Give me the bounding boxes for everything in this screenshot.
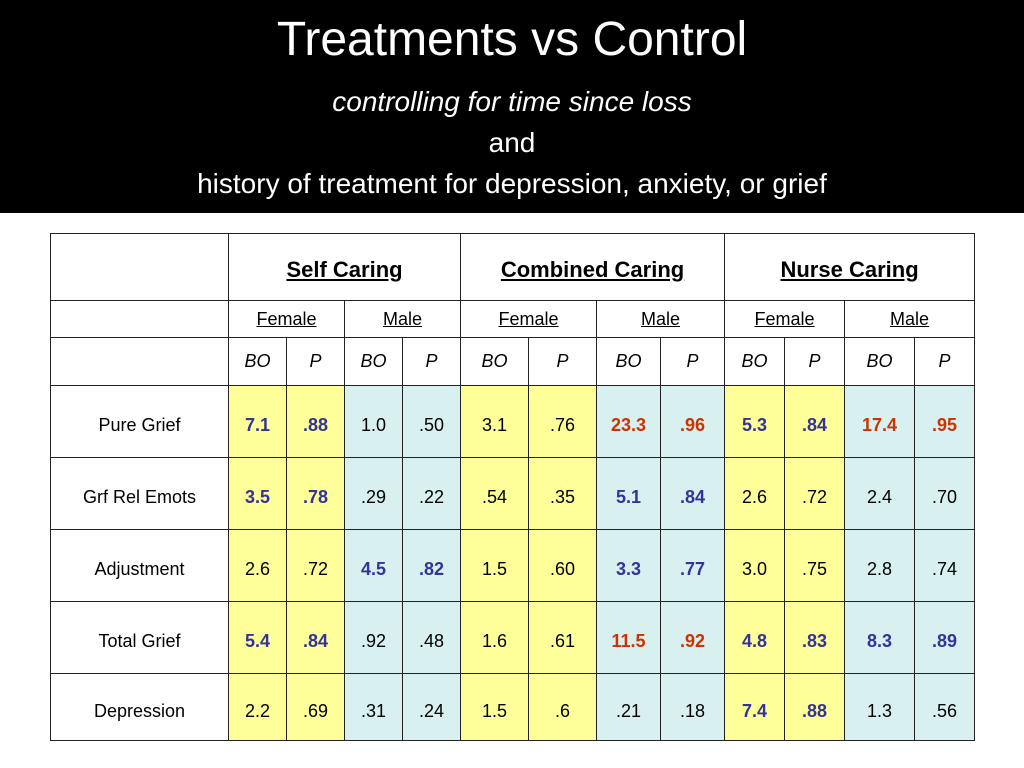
- slide-title: Treatments vs Control: [276, 13, 748, 66]
- row-label: Total Grief: [51, 602, 229, 674]
- table-cell: .31: [345, 674, 403, 741]
- table-cell: .92: [661, 602, 725, 674]
- table-cell: .70: [915, 458, 975, 530]
- table-cell: .92: [345, 602, 403, 674]
- table-cell: 17.4: [845, 386, 915, 458]
- table-cell: .60: [529, 530, 597, 602]
- group-header: Nurse Caring: [725, 234, 975, 301]
- stat-header: BO: [229, 338, 287, 386]
- table-cell: .74: [915, 530, 975, 602]
- sex-header: Female: [461, 301, 597, 338]
- table-cell: 3.5: [229, 458, 287, 530]
- table-cell: .75: [785, 530, 845, 602]
- table-row: [51, 674, 975, 741]
- stat-header: P: [661, 338, 725, 386]
- table-cell: .21: [597, 674, 661, 741]
- table-cell: .69: [287, 674, 345, 741]
- group-header: Self Caring: [229, 234, 461, 301]
- group-header-row: [51, 234, 975, 301]
- table-row: [51, 602, 975, 674]
- stat-header: BO: [345, 338, 403, 386]
- table-cell: 7.1: [229, 386, 287, 458]
- table-row: [51, 530, 975, 602]
- table-cell: 2.8: [845, 530, 915, 602]
- table-cell: .95: [915, 386, 975, 458]
- results-table: [50, 233, 975, 741]
- table-cell: 1.5: [461, 530, 529, 602]
- sex-header: Female: [229, 301, 345, 338]
- table-cell: 2.6: [725, 458, 785, 530]
- group-header: Combined Caring: [461, 234, 725, 301]
- table-cell: .29: [345, 458, 403, 530]
- sex-header: Male: [345, 301, 461, 338]
- table-cell: .72: [287, 530, 345, 602]
- row-label: Pure Grief: [51, 386, 229, 458]
- table-cell: .22: [403, 458, 461, 530]
- table-cell: .35: [529, 458, 597, 530]
- table-cell: 8.3: [845, 602, 915, 674]
- table-cell: .84: [785, 386, 845, 458]
- table-cell: 2.2: [229, 674, 287, 741]
- corner-cell: [51, 234, 229, 301]
- row-label: Grf Rel Emots: [51, 458, 229, 530]
- table-cell: 5.4: [229, 602, 287, 674]
- sex-header: Male: [597, 301, 725, 338]
- stat-header: P: [403, 338, 461, 386]
- table-cell: 7.4: [725, 674, 785, 741]
- stat-header-row: [51, 338, 975, 386]
- stat-header: BO: [725, 338, 785, 386]
- slide-body: [0, 213, 1024, 768]
- table-cell: .77: [661, 530, 725, 602]
- table-cell: .84: [661, 458, 725, 530]
- sex-header: Male: [845, 301, 975, 338]
- row-label: Adjustment: [51, 530, 229, 602]
- table-cell: .78: [287, 458, 345, 530]
- table-cell: .56: [915, 674, 975, 741]
- table-cell: 1.0: [345, 386, 403, 458]
- table-cell: .83: [785, 602, 845, 674]
- stat-header: P: [287, 338, 345, 386]
- table-cell: .82: [403, 530, 461, 602]
- table-cell: .76: [529, 386, 597, 458]
- table-cell: .72: [785, 458, 845, 530]
- row-label: Depression: [51, 674, 229, 741]
- stat-header: P: [529, 338, 597, 386]
- table-cell: .6: [529, 674, 597, 741]
- table-cell: 5.3: [725, 386, 785, 458]
- table-cell: .89: [915, 602, 975, 674]
- table-cell: 23.3: [597, 386, 661, 458]
- corner-cell: [51, 301, 229, 338]
- table-cell: .96: [661, 386, 725, 458]
- table-cell: 4.8: [725, 602, 785, 674]
- table-cell: .61: [529, 602, 597, 674]
- table-cell: 2.4: [845, 458, 915, 530]
- table-cell: 3.0: [725, 530, 785, 602]
- corner-cell: [51, 338, 229, 386]
- table-cell: .84: [287, 602, 345, 674]
- slide-subtitle-line2: and: [488, 127, 536, 158]
- stat-header: BO: [597, 338, 661, 386]
- table-cell: 3.3: [597, 530, 661, 602]
- table-cell: .54: [461, 458, 529, 530]
- stat-header: BO: [845, 338, 915, 386]
- slide-subtitle-line3: history of treatment for depression, anxiety, or grief: [197, 168, 827, 199]
- table-cell: 1.3: [845, 674, 915, 741]
- slide-header: [0, 0, 1024, 213]
- table-cell: 4.5: [345, 530, 403, 602]
- table-cell: 1.5: [461, 674, 529, 741]
- stat-header: BO: [461, 338, 529, 386]
- sex-header: Female: [725, 301, 845, 338]
- table-cell: 5.1: [597, 458, 661, 530]
- table-row: [51, 386, 975, 458]
- slide-subtitle-line1: controlling for time since loss: [332, 86, 692, 117]
- table-cell: .88: [785, 674, 845, 741]
- table-cell: .24: [403, 674, 461, 741]
- table-cell: .50: [403, 386, 461, 458]
- table-cell: .48: [403, 602, 461, 674]
- table-row: [51, 458, 975, 530]
- table-cell: .18: [661, 674, 725, 741]
- table-cell: 2.6: [229, 530, 287, 602]
- table-cell: 3.1: [461, 386, 529, 458]
- stat-header: P: [915, 338, 975, 386]
- table-cell: .88: [287, 386, 345, 458]
- table-cell: 11.5: [597, 602, 661, 674]
- table-cell: 1.6: [461, 602, 529, 674]
- sex-header-row: [51, 301, 975, 338]
- stat-header: P: [785, 338, 845, 386]
